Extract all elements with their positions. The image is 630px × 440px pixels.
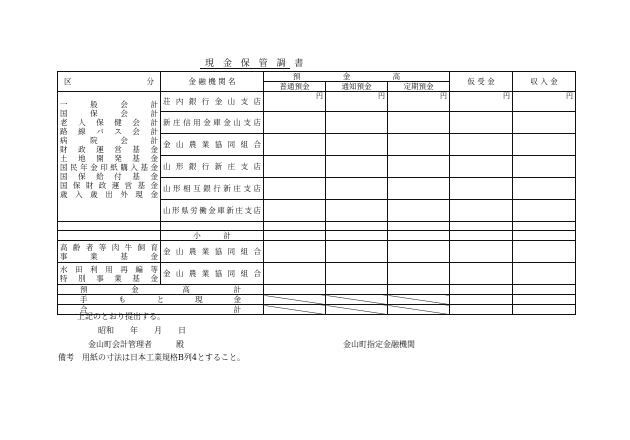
bank-name: 金山農業協同組合 (161, 134, 264, 156)
cell (326, 263, 388, 285)
fund-item: 国保会計 (60, 109, 158, 118)
yen-unit: 円 (513, 92, 576, 112)
cell (388, 134, 450, 156)
bank-name: 金山農業協同組合 (161, 263, 264, 285)
cell (388, 263, 450, 285)
cell (388, 285, 450, 295)
grand-total-label: 合 計 (58, 305, 264, 315)
diagonal-cell (264, 305, 326, 315)
cell (264, 134, 326, 156)
cell (450, 263, 513, 285)
diagonal-cell (388, 295, 450, 305)
cell (326, 156, 388, 178)
submission-statement: 上記のとおり提出する。 (77, 312, 165, 321)
fund-item: 国民年金印紙購入基金 (60, 163, 158, 172)
fund-item: 路線バス会計 (60, 127, 158, 136)
header-teiki: 定期預金 (388, 82, 450, 92)
fund-b2: 水田利用再編等 特別事業基金 (58, 263, 161, 285)
cell (388, 222, 450, 231)
diagonal-cell (264, 295, 326, 305)
cell (264, 285, 326, 295)
cell (513, 285, 576, 295)
cell (264, 178, 326, 200)
cell (264, 200, 326, 222)
cell (264, 222, 326, 231)
header-kubun: 区 分 (58, 72, 161, 92)
yen-unit: 円 (264, 92, 326, 112)
cash-on-hand-label: 手 も と 現 金 (58, 295, 264, 305)
cell (513, 305, 576, 315)
cell (513, 295, 576, 305)
cell (450, 112, 513, 134)
date-line: 昭和 年 月 日 (98, 326, 186, 335)
cell (388, 156, 450, 178)
yen-unit: 円 (388, 92, 450, 112)
header-yokin-daka: 預 金 高 (264, 72, 450, 82)
yen-unit: 円 (326, 92, 388, 112)
cell (388, 112, 450, 134)
fund-b1: 高齢者等肉牛飼育 事業基金 (58, 241, 161, 263)
blank-row-left (58, 222, 161, 231)
designated-bank-line: 金山町指定金融機関 (343, 340, 415, 349)
cell (388, 200, 450, 222)
diagonal-cell (388, 305, 450, 315)
cell (326, 178, 388, 200)
fund-item: 財政運営基金 (60, 145, 158, 154)
fund-list-a (58, 92, 161, 222)
cell (264, 231, 326, 241)
header-shunyu: 収 入 金 (513, 72, 576, 92)
cell (450, 156, 513, 178)
fund-item: 一般会計 (60, 100, 158, 109)
bank-name: 山形銀行新庄支店 (161, 156, 264, 178)
cell (388, 231, 450, 241)
subtotal-label: 小 計 (161, 231, 264, 241)
cell (326, 200, 388, 222)
title-underline (200, 68, 290, 69)
fund-item: 国保給付基金 (60, 172, 158, 181)
cell (513, 241, 576, 263)
fund-item: 歳入歳出外現金 (60, 190, 158, 199)
bank-name: 荘内銀行金山支店 (161, 92, 264, 112)
cell (513, 178, 576, 200)
cell (513, 231, 576, 241)
cell (513, 263, 576, 285)
cell (264, 263, 326, 285)
accounting-manager-line: 金山町会計管理者 殿 (88, 340, 184, 349)
cell (450, 200, 513, 222)
cell (513, 134, 576, 156)
fund-item: 土地開発基金 (60, 154, 158, 163)
cell (450, 241, 513, 263)
cell (326, 231, 388, 241)
cell (161, 222, 264, 231)
deposit-total-label: 預 金 高 計 (58, 285, 264, 295)
cell (513, 156, 576, 178)
cell (450, 285, 513, 295)
cell (388, 178, 450, 200)
header-kariuke: 仮 受 金 (450, 72, 513, 92)
bank-name: 新庄信用金庫金山支店 (161, 112, 264, 134)
cell (326, 285, 388, 295)
cell (513, 222, 576, 231)
cell (513, 112, 576, 134)
bank-name: 山形県労働金庫新庄支店 (161, 200, 264, 222)
diagonal-cell (326, 305, 388, 315)
cell (450, 134, 513, 156)
bank-name: 金山農業協同組合 (161, 241, 264, 263)
cell (450, 231, 513, 241)
bank-name: 山形相互銀行新庄支店 (161, 178, 264, 200)
fund-item: 国保財政運営基金 (60, 181, 158, 190)
cell (388, 241, 450, 263)
cell (264, 241, 326, 263)
header-kinyu-kikan: 金 融 機 関 名 (161, 72, 264, 92)
cash-custody-table (57, 71, 576, 315)
cell (450, 222, 513, 231)
yen-unit: 円 (450, 92, 513, 112)
document-title: 現 金 保 管 調 書 (205, 59, 307, 69)
diagonal-cell (326, 295, 388, 305)
header-futsu: 普通預金 (264, 82, 326, 92)
cell (326, 134, 388, 156)
cell (450, 305, 513, 315)
fund-item: 老人保健会計 (60, 118, 158, 127)
header-tsuchi: 通知預金 (326, 82, 388, 92)
cell (58, 231, 161, 241)
cell (264, 112, 326, 134)
cell (450, 178, 513, 200)
cell (326, 222, 388, 231)
cell (513, 200, 576, 222)
cell (326, 241, 388, 263)
fund-item: 病院会計 (60, 136, 158, 145)
cell (450, 295, 513, 305)
cell (326, 112, 388, 134)
cell (264, 156, 326, 178)
remarks-note: 備考 用紙の寸法は日本工業規格B列4とすること。 (58, 353, 245, 362)
